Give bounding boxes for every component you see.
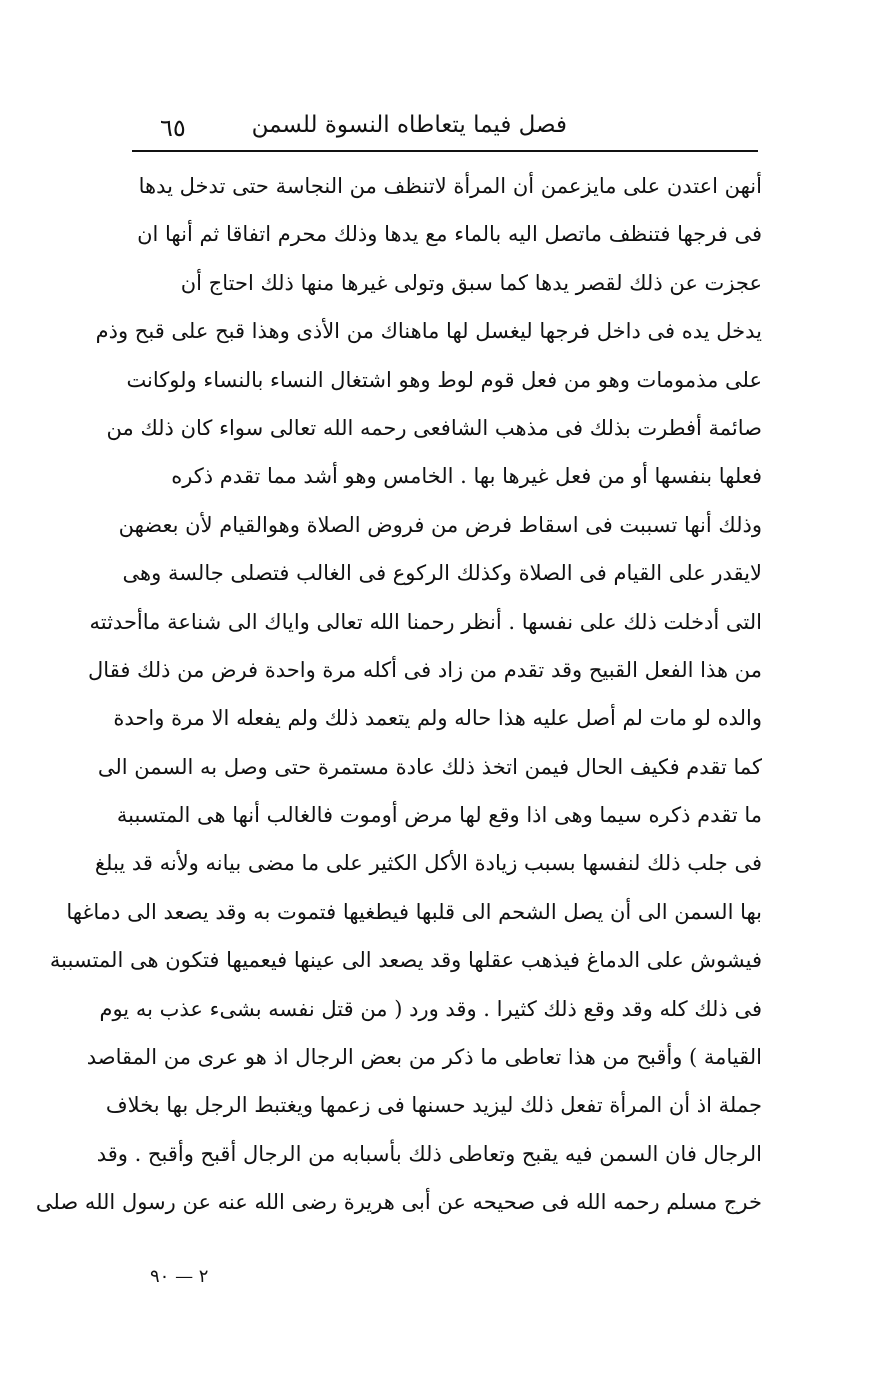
text-line: على مذمومات وهو من فعل قوم لوط وهو اشتغال النساء بالنساء ولوكانت [126, 367, 762, 392]
text-line: عجزت عن ذلك لقصر يدها كما سبق وتولى غيرها منها ذلك احتاج أن [180, 270, 762, 295]
text-line: فيشوش على الدماغ فيذهب عقلها وقد يصعد الى عينها فيعميها فتكون هى المتسببة [49, 948, 762, 973]
text-line: فى فرجها فتنظف ماتصل اليه بالماء مع يدها وذلك محرم اتفاقا ثم أنها ان [137, 222, 762, 247]
running-title: فصل فيما يتعاطاه النسوة للسمن [251, 112, 567, 138]
text-line: فعلها بنفسها أو من فعل غيرها بها . الخامس وهو أشد مما تقدم ذكره [171, 464, 762, 489]
page-number: ٦٥ [160, 114, 186, 142]
signature-mark: ٢ — ٩٠ [150, 1266, 209, 1287]
text-line: جملة اذ أن المرأة تفعل ذلك ليزيد حسنها فى زعمها ويغتبط الرجل بها بخلاف [105, 1093, 762, 1118]
text-line: صائمة أفطرت بذلك فى مذهب الشافعى رحمه الله تعالى سواء كان ذلك من [106, 415, 762, 440]
text-line: أنهن اعتدن على مايزعمن أن المرأة لاتنظف من النجاسة حتى تدخل يدها [138, 174, 762, 198]
text-line: التى أدخلت ذلك على نفسها . أنظر رحمنا الله تعالى واياك الى شناعة ماأحدثته [89, 609, 762, 634]
header-rule [132, 150, 758, 152]
text-line: القيامة ) وأقبح من هذا تعاطى ما ذكر من بعض الرجال اذ هو عرى من المقاصد [86, 1045, 762, 1070]
body-text [35, 162, 762, 1227]
page-header [132, 108, 762, 148]
text-line: الرجال فان السمن فيه يقبح وتعاطى ذلك بأسبابه من الرجال أقبح وأقبح . وقد [96, 1141, 762, 1166]
text-line: وذلك أنها تسببت فى اسقاط فرض من فروض الصلاة وهوالقيام لأن بعضهن [118, 512, 762, 537]
text-line: والده لو مات لم أصل عليه هذا حاله ولم يتعمد ذلك ولم يفعله الا مرة واحدة [113, 706, 762, 731]
text-line: من هذا الفعل القبيح وقد تقدم من زاد فى أكله مرة واحدة فرض من ذلك فقال [88, 657, 762, 682]
text-line: كما تقدم فكيف الحال فيمن اتخذ ذلك عادة مستمرة حتى وصل به السمن الى [97, 754, 762, 779]
text-line: خرج مسلم رحمه الله فى صحيحه عن أبى هريرة رضى الله عنه عن رسول الله صلى [35, 1190, 762, 1215]
text-line: ما تقدم ذكره سيما وهى اذا وقع لها مرض أوموت فالغالب أنها هى المتسببة [116, 803, 762, 828]
text-line: فى ذلك كله وقد وقع ذلك كثيرا . وقد ورد ( من قتل نفسه بشىء عذب به يوم [99, 996, 762, 1021]
text-line: فى جلب ذلك لنفسها بسبب زيادة الأكل الكثير على ما مضى بيانه ولأنه قد يبلغ [94, 851, 762, 876]
text-line: يدخل يده فى داخل فرجها ليغسل لها ماهناك من الأذى وهذا قبح على قبح وذم [95, 319, 762, 344]
text-line: لايقدر على القيام فى الصلاة وكذلك الركوع فى الغالب فتصلى جالسة وهى [122, 561, 762, 586]
text-line: بها السمن الى أن يصل الشحم الى قلبها فيطغيها فتموت به وقد يصعد الى دماغها [66, 899, 762, 924]
